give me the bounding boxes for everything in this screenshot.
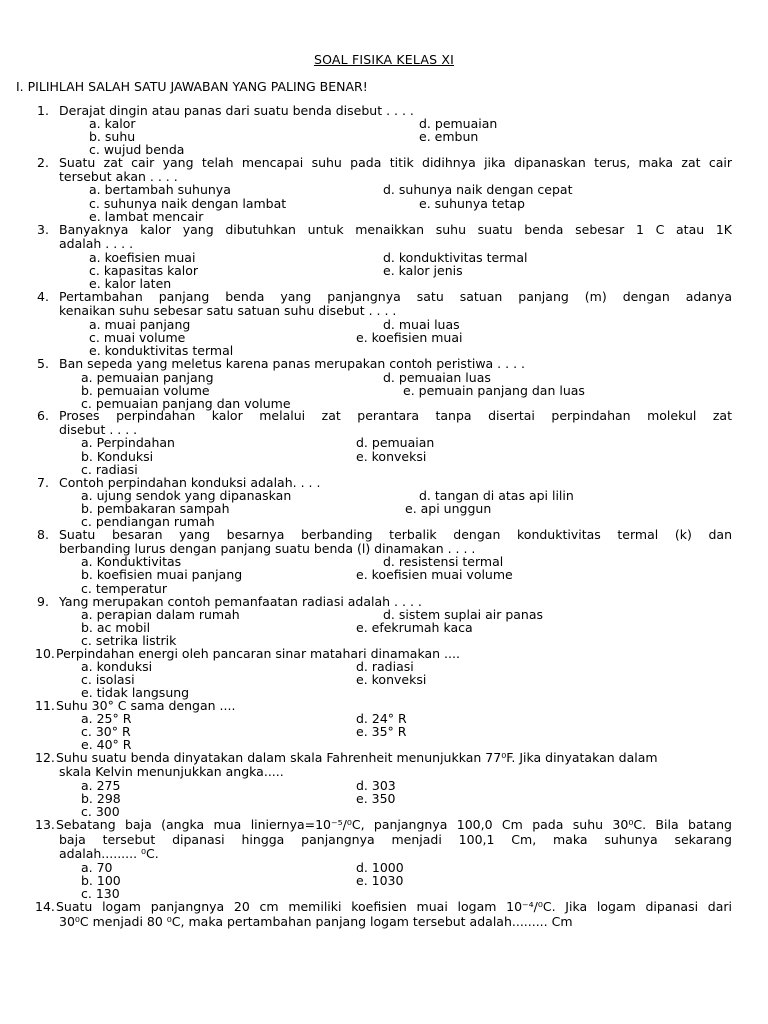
answer-option: e. lambat mencair bbox=[89, 209, 204, 224]
answer-option: e. suhunya tetap bbox=[419, 196, 525, 211]
answer-option: a. perapian dalam rumah bbox=[81, 607, 240, 622]
answer-option: a. 275 bbox=[81, 778, 121, 793]
answer-option: b. pembakaran sampah bbox=[81, 501, 230, 516]
question-line: adalah . . . . bbox=[59, 235, 134, 251]
answer-option: e. 40° R bbox=[81, 737, 132, 752]
answer-option: b. 298 bbox=[81, 791, 121, 806]
answer-option: e. pemuain panjang dan luas bbox=[403, 383, 585, 398]
answer-option: d. suhunya naik dengan cepat bbox=[383, 182, 573, 197]
answer-option: c. radiasi bbox=[81, 462, 138, 477]
answer-option: c. setrika listrik bbox=[81, 633, 177, 648]
question-number: 6. bbox=[37, 408, 49, 423]
question-number: 13. bbox=[35, 817, 55, 832]
answer-option: e. 1030 bbox=[356, 873, 404, 888]
question-line: skala Kelvin menunjukkan angka..... bbox=[59, 763, 284, 779]
answer-option: e. embun bbox=[419, 129, 479, 144]
answer-option: b. pemuaian volume bbox=[81, 383, 210, 398]
answer-option: a. Konduktivitas bbox=[81, 554, 182, 569]
answer-option: d. konduktivitas termal bbox=[383, 250, 528, 265]
question-number: 1. bbox=[37, 103, 49, 118]
answer-option: e. konveksi bbox=[356, 672, 427, 687]
answer-option: a. muai panjang bbox=[89, 317, 191, 332]
question-line: Yang merupakan contoh pemanfaatan radiasi adalah . . . . bbox=[59, 594, 422, 609]
question-line: disebut . . . . bbox=[59, 421, 138, 437]
answer-option: c. wujud benda bbox=[89, 142, 185, 157]
answer-option: c. pemuaian panjang dan volume bbox=[81, 396, 291, 411]
question-line: Pertambahan panjang benda yang panjangnya satu satuan panjang (m) dengan adanya bbox=[59, 289, 732, 304]
question-number: 9. bbox=[37, 594, 49, 609]
answer-option: c. muai volume bbox=[89, 330, 186, 345]
answer-option: d. 24° R bbox=[356, 711, 407, 726]
question-line: Suatu logam panjangnya 20 cm memiliki koefisien muai logam 10⁻⁴/⁰C. Jika logam dipanasi dari bbox=[56, 899, 732, 914]
answer-option: e. efekrumah kaca bbox=[356, 620, 473, 635]
answer-option: a. pemuaian panjang bbox=[81, 370, 214, 385]
answer-option: d. muai luas bbox=[383, 317, 460, 332]
question-line: Suhu suatu benda dinyatakan dalam skala Fahrenheit menunjukkan 77⁰F. Jika dinyatakan dalam bbox=[56, 750, 658, 765]
answer-option: c. pendiangan rumah bbox=[81, 514, 215, 529]
question-line: Ban sepeda yang meletus karena panas merupakan contoh peristiwa . . . . bbox=[59, 356, 525, 371]
answer-option: c. isolasi bbox=[81, 672, 135, 687]
question-line: Perpindahan energi oleh pancaran sinar matahari dinamakan .... bbox=[56, 646, 460, 661]
answer-option: e. koefisien muai bbox=[356, 330, 463, 345]
answer-option: c. kapasitas kalor bbox=[89, 263, 199, 278]
page-title: SOAL FISIKA KELAS XI bbox=[313, 52, 455, 67]
question-number: 4. bbox=[37, 289, 49, 304]
answer-option: c. 30° R bbox=[81, 724, 131, 739]
question-number: 2. bbox=[37, 155, 49, 170]
question-line: Suatu besaran yang besarnya berbanding terbalik dengan konduktivitas termal (k) dan bbox=[59, 527, 732, 542]
question-line: 30⁰C menjadi 80 ⁰C, maka pertambahan panjang logam tersebut adalah......... Cm bbox=[59, 913, 573, 929]
question-number: 11. bbox=[35, 698, 55, 713]
question-line: Suatu zat cair yang telah mencapai suhu pada titik didihnya jika dipanaskan terus, maka zat cair bbox=[59, 155, 732, 170]
answer-option: d. 303 bbox=[356, 778, 396, 793]
answer-option: d. 1000 bbox=[356, 860, 404, 875]
answer-option: e. konveksi bbox=[356, 449, 427, 464]
question-line: Derajat dingin atau panas dari suatu benda disebut . . . . bbox=[59, 103, 414, 118]
question-line: Contoh perpindahan konduksi adalah. . . . bbox=[59, 475, 321, 490]
answer-option: d. radiasi bbox=[356, 659, 414, 674]
answer-option: c. 130 bbox=[81, 886, 120, 901]
answer-option: b. koefisien muai panjang bbox=[81, 567, 243, 582]
question-number: 14. bbox=[35, 899, 55, 914]
question-line: baja tersebut dipanasi hingga panjangnya menjadi 100,1 Cm, maka suhunya sekarang bbox=[59, 831, 732, 847]
answer-option: a. kalor bbox=[89, 116, 136, 131]
answer-option: e. 35° R bbox=[356, 724, 407, 739]
answer-option: a. 25° R bbox=[81, 711, 132, 726]
answer-option: e. konduktivitas termal bbox=[89, 343, 234, 358]
answer-option: c. temperatur bbox=[81, 581, 167, 596]
question-line: berbanding lurus dengan panjang suatu benda (l) dinamakan . . . . bbox=[59, 540, 476, 556]
question-line: Proses perpindahan kalor melalui zat perantara tanpa disertai perpindahan molekul zat bbox=[59, 408, 732, 423]
answer-option: a. Perpindahan bbox=[81, 435, 175, 450]
question-number: 12. bbox=[35, 750, 55, 765]
question-line: Sebatang baja (angka mua liniernya=10⁻⁵/⁰C, panjangnya 100,0 Cm pada suhu 30⁰C. Bila batang bbox=[56, 817, 732, 832]
answer-option: e. api unggun bbox=[405, 501, 492, 516]
answer-option: a. koefisien muai bbox=[89, 250, 196, 265]
answer-option: e. koefisien muai volume bbox=[356, 567, 513, 582]
answer-option: d. tangan di atas api lilin bbox=[419, 488, 574, 503]
answer-option: d. sistem suplai air panas bbox=[383, 607, 544, 622]
question-number: 7. bbox=[37, 475, 49, 490]
answer-option: d. pemuaian bbox=[356, 435, 435, 450]
answer-option: e. kalor laten bbox=[89, 276, 172, 291]
answer-option: b. suhu bbox=[89, 129, 136, 144]
answer-option: b. 100 bbox=[81, 873, 121, 888]
answer-option: b. ac mobil bbox=[81, 620, 151, 635]
answer-option: c. 300 bbox=[81, 804, 120, 819]
question-line: kenaikan suhu sebesar satu satuan suhu disebut . . . . bbox=[59, 302, 397, 318]
question-number: 8. bbox=[37, 527, 49, 542]
answer-option: e. 350 bbox=[356, 791, 396, 806]
answer-option: c. suhunya naik dengan lambat bbox=[89, 196, 287, 211]
section-heading: I. PILIHLAH SALAH SATU JAWABAN YANG PALING BENAR! bbox=[16, 79, 368, 94]
answer-option: a. 70 bbox=[81, 860, 113, 875]
question-line: adalah......... ⁰C. bbox=[59, 846, 159, 861]
answer-option: a. ujung sendok yang dipanaskan bbox=[81, 488, 292, 503]
question-line: tersebut akan . . . . bbox=[59, 168, 178, 184]
answer-option: a. konduksi bbox=[81, 659, 153, 674]
answer-option: d. pemuaian bbox=[419, 116, 498, 131]
question-number: 5. bbox=[37, 356, 49, 371]
answer-option: d. resistensi termal bbox=[383, 554, 504, 569]
answer-option: e. kalor jenis bbox=[383, 263, 463, 278]
question-number: 10. bbox=[35, 646, 55, 661]
answer-option: e. tidak langsung bbox=[81, 685, 190, 700]
question-line: Suhu 30° C sama dengan .... bbox=[56, 698, 236, 713]
answer-option: b. Konduksi bbox=[81, 449, 154, 464]
question-number: 3. bbox=[37, 222, 49, 237]
question-line: Banyaknya kalor yang dibutuhkan untuk menaikkan suhu suatu benda sebesar 1 C atau 1K bbox=[59, 222, 732, 237]
answer-option: a. bertambah suhunya bbox=[89, 182, 231, 197]
answer-option: d. pemuaian luas bbox=[383, 370, 491, 385]
